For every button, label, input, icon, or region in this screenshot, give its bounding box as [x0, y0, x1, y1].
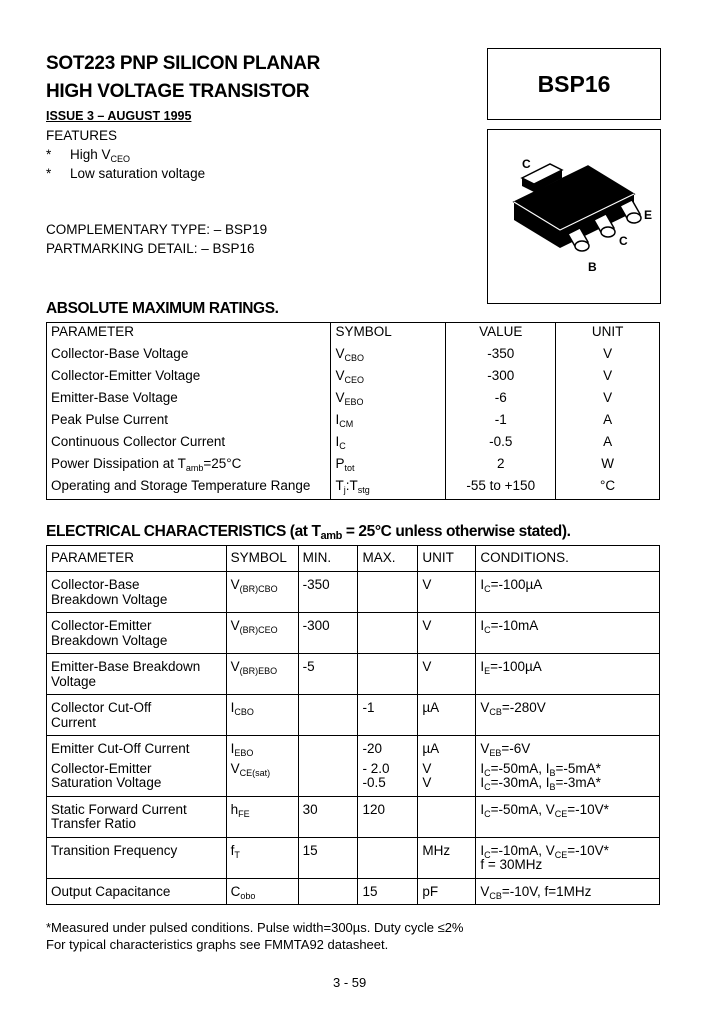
min-cell: 15 — [298, 837, 358, 878]
symbol-cell: $V_{CBO}$ — [331, 345, 446, 367]
abs-max-header-cell: VALUE — [446, 323, 556, 346]
elec-header-cell: CONDITIONS. — [476, 546, 660, 572]
max-cell — [358, 572, 418, 613]
abs-max-row — [47, 411, 660, 433]
abs-max-heading: ABSOLUTE MAXIMUM RATINGS. — [46, 300, 279, 317]
symbol-cell: $V_{EBO}$ — [331, 389, 446, 411]
param-cell: Static Forward Current Transfer Ratio — [47, 796, 227, 837]
elec-row — [47, 695, 660, 736]
param-cell: Output Capacitance — [47, 878, 227, 905]
abs-max-row — [47, 477, 660, 500]
unit-cell: MHz — [418, 837, 476, 878]
feature-item: * High $V_{CEO}$ — [46, 147, 131, 164]
max-cell — [358, 613, 418, 654]
conditions-cell: $I_C=-50mA$, $V_{CE}=-10V*$ — [476, 796, 660, 837]
issue-line: ISSUE 3 – AUGUST 1995 — [46, 109, 192, 123]
value-cell: -350 — [446, 345, 556, 367]
symbol-cell: $f_T$ — [226, 837, 298, 878]
param-cell: Transition Frequency — [47, 837, 227, 878]
param-cell: Emitter-Base Breakdown Voltage — [47, 654, 227, 695]
elec-header-cell: MAX. — [358, 546, 418, 572]
conditions-cell: $V_{CB}=-280V$ — [476, 695, 660, 736]
param-cell: Collector-Base Breakdown Voltage — [47, 572, 227, 613]
param-cell: Collector-Emitter Saturation Voltage — [51, 760, 162, 790]
unit-cell: °C — [556, 477, 660, 500]
part-number: BSP16 — [537, 71, 611, 97]
features-heading: FEATURES — [46, 128, 118, 143]
unit-cell: A — [556, 433, 660, 455]
features-list — [46, 145, 466, 183]
unit-cell: µA — [418, 736, 476, 762]
abs-max-header-cell: PARAMETER — [51, 324, 135, 339]
param-cell: Collector Cut-Off Current — [47, 695, 227, 736]
elec-char-table — [46, 545, 660, 905]
unit-cell: V — [418, 654, 476, 695]
conditions-cell: $I_C=-10mA$, $V_{CE}=-10V*$ f = 30MHz — [476, 837, 660, 878]
symbol-cell: $V_{(BR)CBO}$ — [226, 572, 298, 613]
symbol-cell: $C_{obo}$ — [226, 878, 298, 905]
unit-cell: V — [556, 367, 660, 389]
elec-header-row — [47, 546, 660, 572]
complementary-type: COMPLEMENTARY TYPE: – BSP19 — [46, 222, 268, 237]
partmarking-detail: PARTMARKING DETAIL: – BSP16 — [46, 241, 255, 256]
pin-label-b: B — [588, 260, 597, 274]
abs-max-table — [46, 322, 660, 500]
max-cell: - 2.0 -0.5 — [358, 762, 418, 797]
value-cell: -6 — [446, 389, 556, 411]
max-cell: 120 — [358, 796, 418, 837]
value-cell: -55 to +150 — [446, 477, 556, 500]
footnote-typical: For typical characteristics graphs see FMMTA92 datasheet. — [46, 937, 389, 952]
feature-item: * Low saturation voltage — [46, 166, 206, 181]
unit-cell: W — [556, 455, 660, 477]
title-line-2: HIGH VOLTAGE TRANSISTOR — [46, 81, 310, 102]
abs-max-row — [47, 455, 660, 477]
param-cell: Collector-Emitter Voltage — [51, 368, 201, 383]
sot223-package-drawing — [488, 130, 660, 303]
unit-cell: A — [556, 411, 660, 433]
min-cell — [298, 695, 358, 736]
value-cell: -1 — [446, 411, 556, 433]
symbol-cell: $V_{(BR)CEO}$ — [226, 613, 298, 654]
elec-row — [47, 613, 660, 654]
symbol-cell: $I_{CM}$ — [331, 411, 446, 433]
elec-row — [47, 837, 660, 878]
param-cell: Power Dissipation at $T_{amb}=25^\circ C$ — [51, 456, 242, 473]
part-number-box — [487, 48, 661, 120]
unit-cell: V — [556, 345, 660, 367]
value-cell: 2 — [446, 455, 556, 477]
conditions-cell: $V_{EB}=-6V$ — [476, 736, 660, 762]
elec-row — [47, 796, 660, 837]
symbol-cell: $h_{FE}$ — [226, 796, 298, 837]
max-cell: -1 — [358, 695, 418, 736]
symbol-cell: $I_{CBO}$ — [226, 695, 298, 736]
abs-max-header-row — [47, 323, 660, 346]
elec-row — [47, 654, 660, 695]
unit-cell: µA — [418, 695, 476, 736]
symbol-cell: $V_{(BR)EBO}$ — [226, 654, 298, 695]
unit-cell: V — [556, 389, 660, 411]
unit-cell: V — [418, 613, 476, 654]
pin-label-c: C — [619, 234, 628, 248]
conditions-cell: $I_C=-10mA$ — [476, 613, 660, 654]
param-cell: Peak Pulse Current — [51, 412, 169, 427]
param-cell: Collector-Base Voltage — [51, 346, 189, 361]
value-cell: -0.5 — [446, 433, 556, 455]
symbol-cell: $P_{tot}$ — [331, 455, 446, 477]
param-cell: Emitter Cut-Off Current — [47, 736, 227, 762]
conditions-cell: $I_C=-100\mu A$ — [476, 572, 660, 613]
elec-header-cell: PARAMETER — [51, 550, 135, 565]
page-number: 3 - 59 — [333, 975, 367, 990]
conditions-cell: $I_C=-50mA$, $I_B=-5mA*$ $I_C=-30mA$, $I_B=-3mA*$ — [476, 762, 660, 797]
elec-row — [47, 878, 660, 905]
abs-max-header-cell: UNIT — [556, 323, 660, 346]
abs-max-row — [47, 367, 660, 389]
unit-cell: V — [418, 572, 476, 613]
symbol-cell: $V_{CE(sat)}$ — [226, 762, 298, 797]
min-cell — [298, 762, 358, 797]
unit-cell — [418, 796, 476, 837]
elec-row — [47, 572, 660, 613]
param-cell: Operating and Storage Temperature Range — [51, 478, 311, 493]
unit-cell: pF — [418, 878, 476, 905]
min-cell — [298, 878, 358, 905]
pin-label-c-top: C — [522, 157, 531, 171]
conditions-cell: $I_E=-100\mu A$ — [476, 654, 660, 695]
elec-row — [47, 762, 660, 797]
abs-max-row — [47, 389, 660, 411]
min-cell: -350 — [298, 572, 358, 613]
max-cell: -20 — [358, 736, 418, 762]
max-cell: 15 — [358, 878, 418, 905]
abs-max-header-cell: SYMBOL — [331, 323, 446, 346]
elec-header-cell: UNIT — [418, 546, 476, 572]
pin-label-e: E — [644, 208, 653, 222]
param-cell: Continuous Collector Current — [51, 434, 226, 449]
min-cell — [298, 736, 358, 762]
abs-max-row — [47, 345, 660, 367]
title-line-1: SOT223 PNP SILICON PLANAR — [46, 53, 321, 74]
symbol-cell: $I_C$ — [331, 433, 446, 455]
min-cell: -300 — [298, 613, 358, 654]
abs-max-row — [47, 433, 660, 455]
param-cell: Collector-Emitter Breakdown Voltage — [47, 613, 227, 654]
package-drawing-box — [487, 129, 661, 304]
min-cell: 30 — [298, 796, 358, 837]
param-cell: Emitter-Base Voltage — [51, 390, 178, 405]
symbol-cell: $I_{EBO}$ — [226, 736, 298, 762]
elec-header-cell: SYMBOL — [226, 546, 298, 572]
min-cell: -5 — [298, 654, 358, 695]
elec-row — [47, 736, 660, 762]
footnote-pulsed: *Measured under pulsed conditions. Pulse width=300µs. Duty cycle ≤2% — [46, 920, 464, 935]
symbol-cell: $T_j:T_{stg}$ — [331, 477, 446, 500]
conditions-cell: $V_{CB}=-10V$, f=1MHz — [476, 878, 660, 905]
max-cell — [358, 837, 418, 878]
max-cell — [358, 654, 418, 695]
unit-cell: V V — [418, 762, 476, 797]
symbol-cell: $V_{CEO}$ — [331, 367, 446, 389]
elec-heading: ELECTRICAL CHARACTERISTICS (at $T_{amb} = 25^\circ C$ unless otherwise stated). — [46, 523, 571, 542]
elec-header-cell: MIN. — [298, 546, 358, 572]
value-cell: -300 — [446, 367, 556, 389]
